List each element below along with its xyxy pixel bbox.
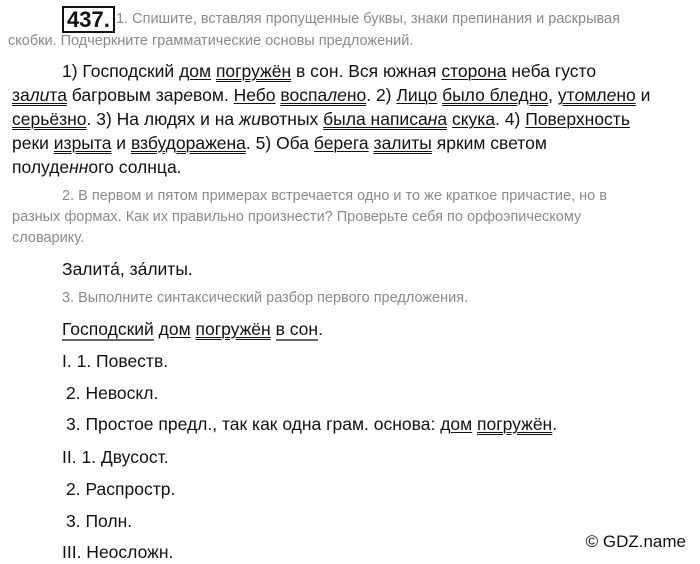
exercise-text-line-5	[12, 156, 182, 178]
text-segment: ,	[548, 85, 558, 105]
predicate-vzbudorazhena: взбудоражена	[130, 133, 246, 153]
inserted-letter: е	[183, 85, 193, 105]
subject-berega: берега	[313, 133, 369, 153]
inserted-letters: нн	[69, 157, 89, 177]
predicate-byla-napisana: была написана	[323, 109, 448, 129]
analysis-item-1: I. 1. Повеств.	[62, 351, 169, 371]
predicate-utomleno: утомлено	[557, 85, 636, 105]
analysis-item-3-text: 3. Простое предл., так как одна грам. основа:	[66, 414, 441, 434]
text-segment: и	[111, 133, 131, 153]
predicate-zality: залиты	[373, 133, 432, 153]
text-segment: реки	[12, 133, 54, 153]
predicate-izryta: изрыта	[53, 133, 112, 153]
text-segment: . 4)	[495, 109, 526, 129]
predicate-pogruzhen: погружён	[215, 61, 292, 81]
text-segment: 1) Господский	[62, 61, 180, 81]
basis-end: .	[552, 414, 558, 434]
subject-poverkhnost: Поверхность	[525, 109, 630, 129]
text-segment: полуде	[12, 157, 70, 177]
subject-nebo: Небо	[233, 85, 276, 105]
analysis-item-3	[66, 413, 557, 435]
basis-subject: дом	[440, 414, 473, 434]
predicate-seryozno: серьёзно	[12, 109, 87, 129]
copyright-label: © GDZ.name	[585, 532, 686, 551]
analysis-item-5: 2. Распростр.	[66, 479, 176, 499]
sentence-predicate: погружён	[195, 319, 271, 339]
exercise-text-line-2	[12, 84, 650, 106]
exercise-text-line-3	[12, 108, 630, 130]
inserted-letters: жи	[239, 109, 261, 129]
basis-predicate: погружён	[477, 414, 553, 434]
exercise-text-line-1	[62, 60, 596, 82]
analysis-item-4: II. 1. Двусост.	[62, 447, 169, 467]
task-1-instruction-line-1: 1. Спишите, вставляя пропущенные буквы, знаки препинания и раскрывая	[116, 11, 620, 27]
analysis-item-6: 3. Полн.	[66, 511, 133, 531]
sentence-word: в сон	[275, 319, 319, 339]
task-2-line-2: разных формах. Как их правильно произнести? Проверьте себя по орфоэпическому	[12, 209, 582, 225]
exercise-text-line-4	[12, 132, 547, 154]
analysis-sentence: Господский дом погружён в сон.	[62, 319, 323, 339]
task-3-instruction: 3. Выполните синтаксический разбор первого предложения.	[62, 290, 469, 306]
subject-storona: сторона	[441, 61, 507, 81]
text-segment: в сон. Вся южная	[291, 61, 442, 81]
text-segment: неба густо	[506, 61, 597, 81]
task-2-line-1: 2. В первом и пятом примерах встречается одно и то же краткое причастие, но в	[62, 188, 607, 204]
analysis-item-2: 2. Невоскл.	[66, 383, 159, 403]
predicate-vospaleno: воспалено	[280, 85, 367, 105]
task-2-line-3: словарику.	[12, 230, 85, 246]
text-segment: вом.	[193, 85, 234, 105]
sentence-subject: дом	[158, 319, 191, 339]
subject-skuka: скука	[451, 109, 496, 129]
text-segment: ярким светом	[431, 133, 547, 153]
predicate-zalita: залита	[12, 85, 67, 105]
task-2-answer: Залита́, за́литы.	[62, 259, 193, 279]
text-segment: багровым зар	[66, 85, 184, 105]
subject-litso: Лицо	[396, 85, 438, 105]
predicate-bylo-bledno: было бледно	[442, 85, 549, 105]
subject-dom: дом	[179, 61, 212, 81]
analysis-item-7: III. Неосложн.	[62, 542, 174, 562]
text-segment: . 5) Оба	[245, 133, 314, 153]
text-segment: ого солнца.	[88, 157, 182, 177]
sentence-word: Господский	[62, 319, 154, 339]
task-1-instruction-line-2: скобки. Подчеркните грамматические основы предложений.	[8, 33, 414, 49]
text-segment: . 3) На людях и на	[86, 109, 240, 129]
task-number: 437.	[62, 6, 115, 33]
text-segment: . 2)	[366, 85, 397, 105]
text-segment: и	[635, 85, 651, 105]
text-segment: вотных	[260, 109, 324, 129]
